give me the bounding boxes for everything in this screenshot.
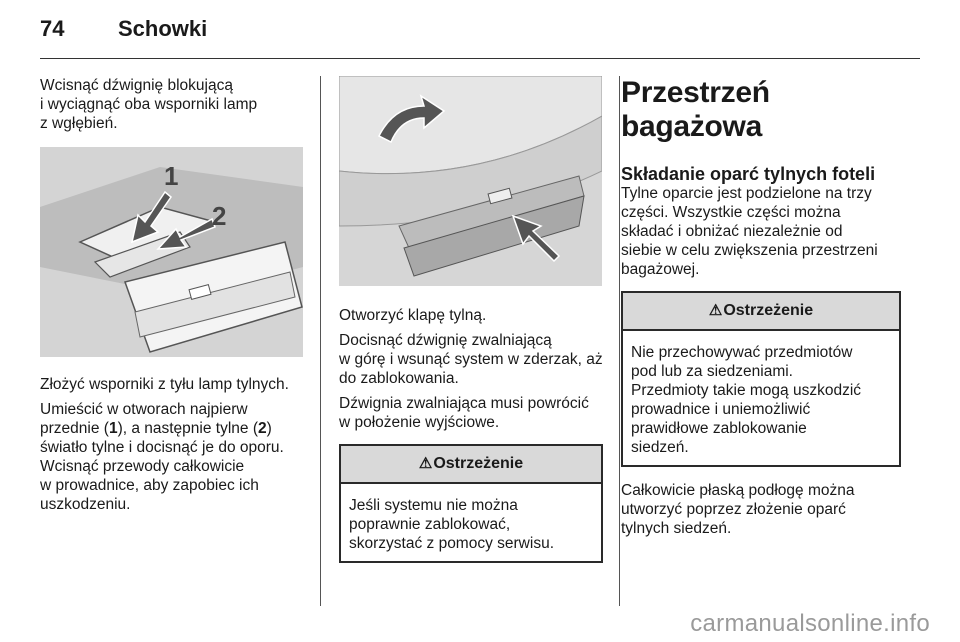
bumper-illustration <box>339 76 602 286</box>
warning-header: ⚠Ostrzeżenie <box>623 293 899 331</box>
bumper-drawing <box>339 76 602 286</box>
figure-label-2: 2 <box>212 201 227 231</box>
open-tailgate-text: Otworzyć klapę tylną. <box>339 307 487 324</box>
section-title: Schowki <box>118 16 208 41</box>
warning-triangle-icon: ⚠ <box>708 302 723 319</box>
warning-body: Nie przechowywać przedmiotów pod lub za siedzeniami. Przedmioty takie mogą uszkodzić prowadnice i uniemożliwić prawidłowe zablokowanie siedzeń. <box>631 344 862 456</box>
watermark: carmanualsonline.info <box>690 610 930 637</box>
subsection-heading: Składanie oparć tylnych foteli <box>621 164 876 184</box>
backrest-description: Tylne oparcie jest podzielone na trzy części. Wszystkie części można składać i obniżać niezależnie od siebie w celu zwiększenia przestrzeni bagażowej. <box>621 185 878 278</box>
header-rule <box>40 58 920 59</box>
press-lever-text: Docisnąć dźwignię zwalniającą w górę i wsunąć system w zderzak, aż do zablokowania. <box>339 332 603 387</box>
lamp-bracket-drawing <box>40 147 303 357</box>
section-heading: Przestrzeń bagażowa <box>621 76 770 143</box>
insert-lights-text: Umieścić w otworach najpierw przednie (1), a następnie tylne (2) światło tylne i docisnąć je do oporu. Wcisnąć przewody całkowicie w prowadnice, aby zapobiec ich uszkodzeniu. <box>40 401 284 513</box>
fold-brackets-text: Złożyć wsporniki z tyłu lamp tylnych. <box>40 376 289 393</box>
figure-label-1: 1 <box>164 161 179 191</box>
intro-text: Wcisnąć dźwignię blokującą i wyciągnąć oba wsporniki lamp z wgłębień. <box>40 77 258 132</box>
warning-box <box>339 444 603 563</box>
column-3 <box>621 76 901 544</box>
warning-triangle-icon: ⚠ <box>418 455 433 472</box>
page-header <box>40 16 207 42</box>
page-number: 74 <box>40 16 65 41</box>
flat-floor-text: Całkowicie płaską podłogę można utworzyć poprzez złożenie oparć tylnych siedzeń. <box>621 482 855 537</box>
warning-body: Jeśli systemu nie można poprawnie zablokować, skorzystać z pomocy serwisu. <box>349 497 554 552</box>
column-2 <box>339 76 603 563</box>
column-divider-1 <box>320 76 321 606</box>
lamp-bracket-illustration <box>40 147 303 357</box>
warning-box <box>621 291 901 467</box>
column-divider-2 <box>619 76 620 606</box>
column-1 <box>40 76 305 520</box>
warning-header: ⚠Ostrzeżenie <box>341 446 601 484</box>
lever-return-text: Dźwignia zwalniająca musi powrócić w położenie wyjściowe. <box>339 395 589 431</box>
